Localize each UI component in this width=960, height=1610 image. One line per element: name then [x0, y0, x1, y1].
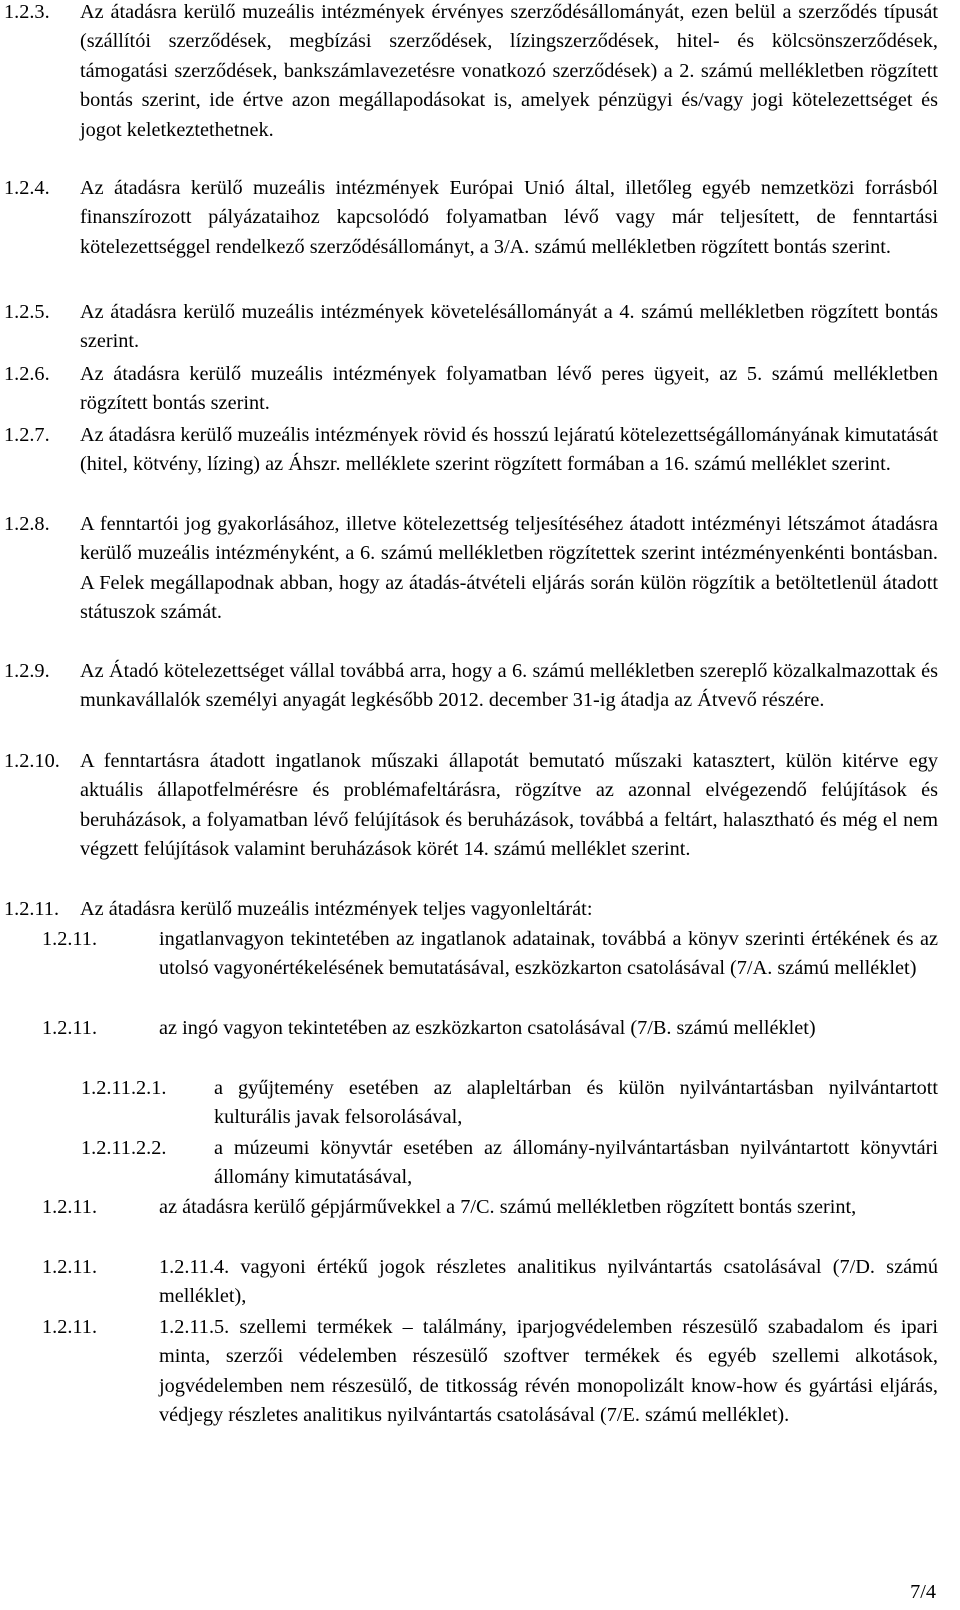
subsection-number: 1.2.11.2.2. [81, 1137, 167, 1159]
page-number: 7/4 [910, 1581, 936, 1603]
section-text: A fenntartásra átadott ingatlanok műszaki állapotát bemutató műszaki katasztert, külön kitérve egy aktuális állapotfelmérésre és problémafeltárásra, rögzítve az azonnal elvégezendő felújítások és beruházások, a folyamatban lévő felújítások és beruházások, továbbá a feltárt, halasztható és még el nem végzett felújítások valamint beruházások körét 14. számú melléklet szerint. [80, 750, 938, 861]
section-number: 1.2.8. [4, 513, 50, 535]
section-text: Az átadásra kerülő muzeális intézmények Európai Unió által, illetőleg egyéb nemzetközi forrásból finanszírozott pályázataihoz kapcsolódó folyamatban lévő vagy már teljesített, de fenntartási kötelezettséggel rendelkező szerződésállományt, a 3/A. számú mellékletben rögzített bontás szerint. [80, 177, 938, 258]
subsection-library [0, 1134, 938, 1193]
section-1-2-4 [0, 174, 938, 262]
section-1-2-6 [0, 360, 938, 419]
section-number: 1.2.11. [4, 898, 60, 920]
section-text: Az átadásra kerülő muzeális intézmények rövid és hosszú lejáratú kötelezettségállományának kimutatását (hitel, kötvény, lízing) az Áhszr. melléklete szerint rögzített formában a 16. számú melléklet szerint. [80, 424, 938, 476]
subsection-movable-property [0, 1014, 938, 1043]
section-text: Az átadásra kerülő muzeális intézmények folyamatban lévő peres ügyeit, az 5. számú mellékletben rögzített bontás szerint. [80, 363, 938, 415]
subsection-number: 1.2.11.2.1. [81, 1077, 167, 1099]
subsection-text: az ingó vagyon tekintetében az eszközkarton csatolásával (7/B. számú melléklet) [159, 1017, 816, 1039]
section-1-2-11 [0, 895, 938, 924]
subsection-text: 1.2.11.5. szellemi termékek – találmány, iparjogvédelemben részesülő szabadalom és ipari minta, szerzői védelemben részesülő szoftver termékek és egyéb szellemi alkotások, jogvédelemben nem részesülő, de titkosság révén monopolizált know-how és gyártási eljárás, védjegy részletes analitikus nyilvántartás csatolásával (7/E. számú melléklet). [159, 1316, 938, 1427]
subsection-text: ingatlanvagyon tekintetében az ingatlanok adatainak, továbbá a könyv szerinti értékének és az utolsó vagyonértékelésének bemutatásával, eszközkarton csatolásával (7/A. számú melléklet) [159, 928, 938, 980]
section-number: 1.2.4. [4, 177, 50, 199]
subsection-number: 1.2.11. [42, 1196, 98, 1218]
section-text: Az Átadó kötelezettséget vállal továbbá arra, hogy a 6. számú mellékletben szereplő közalkalmazottak és munkavállalók személyi anyagát legkésőbb 2012. december 31-ig átadja az Átvevő részére. [80, 660, 938, 712]
section-number: 1.2.9. [4, 660, 50, 682]
section-text: A fenntartói jog gyakorlásához, illetve kötelezettség teljesítéséhez átadott intézményi létszámot átadásra kerülő muzeális intézményként, a 6. számú mellékletben rögzítettek szerint intézményenkénti bontásban. A Felek megállapodnak abban, hogy az átadás-átvételi eljárás során külön rögzítik a betöltetlenül átadott státuszok számát. [80, 513, 938, 624]
section-1-2-8 [0, 510, 938, 628]
section-number: 1.2.5. [4, 301, 50, 323]
subsection-number: 1.2.11. [42, 928, 98, 950]
section-number: 1.2.10. [4, 750, 60, 772]
section-1-2-9 [0, 657, 938, 716]
subsection-text: 1.2.11.4. vagyoni értékű jogok részletes analitikus nyilvántartás csatolásával (7/D. számú melléklet), [159, 1256, 938, 1308]
section-text: Az átadásra kerülő muzeális intézmények követelésállományát a 4. számú mellékletben rögzített bontás szerint. [80, 301, 938, 353]
subsection-number: 1.2.11. [42, 1316, 98, 1338]
section-1-2-3 [0, 0, 938, 145]
section-text: Az átadásra kerülő muzeális intézmények érvényes szerződésállományát, ezen belül a szerződés típusát (szállítói szerződések, megbízási szerződések, lízingszerződések, hitel- és kölcsönszerződések, támogatási szerződések, bankszámlavezetésre vonatkozó szerződések) a 2. számú mellékletben rögzített bontás szerint, ide értve azon megállapodásokat is, amelyek pénzügyi és/vagy jogi kötelezettséget és jogot keletkeztethetnek. [80, 1, 938, 141]
section-number: 1.2.6. [4, 363, 50, 385]
section-1-2-5 [0, 298, 938, 357]
section-number: 1.2.3. [4, 1, 50, 23]
subsection-real-estate [0, 925, 938, 984]
subsection-number: 1.2.11. [42, 1017, 98, 1039]
section-number: 1.2.7. [4, 424, 50, 446]
subsection-property-rights [0, 1253, 938, 1312]
subsection-text: az átadásra kerülő gépjárművekkel a 7/C. számú mellékletben rögzített bontás szerint, [159, 1196, 857, 1218]
subsection-number: 1.2.11. [42, 1256, 98, 1278]
section-text: Az átadásra kerülő muzeális intézmények teljes vagyonleltárát: [80, 898, 593, 920]
subsection-text: a gyűjtemény esetében az alapleltárban és külön nyilvántartásban nyilvántartott kulturális javak felsorolásával, [214, 1077, 938, 1129]
subsection-text: a múzeumi könyvtár esetében az állomány-nyilvántartásban nyilvántartott könyvtári állomány kimutatásával, [214, 1137, 938, 1189]
subsection-collection [0, 1074, 938, 1133]
section-1-2-7 [0, 421, 938, 480]
subsection-intellectual-property [0, 1313, 938, 1431]
section-1-2-10 [0, 747, 938, 865]
subsection-vehicles [0, 1193, 938, 1222]
